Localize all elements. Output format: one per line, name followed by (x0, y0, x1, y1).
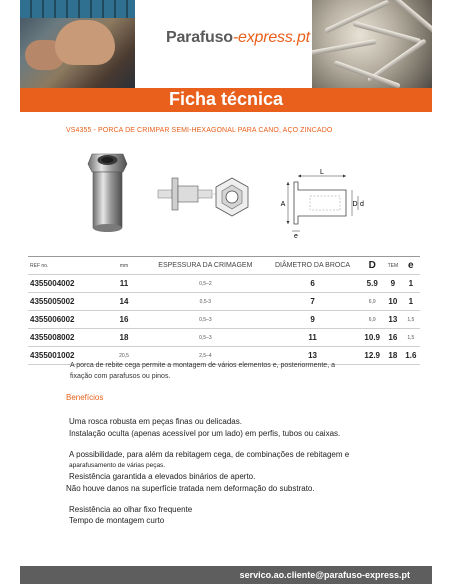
front-view-drawing (210, 175, 254, 219)
header-thickness: ESPESSURA DA CRIMAGEM (146, 257, 265, 275)
cell-tem: 18 (384, 347, 402, 365)
brand-accent: -express.pt (232, 29, 310, 46)
table-row (28, 293, 420, 311)
benefit-item: Não houve danos na superfície tratada nem deformação do substrato. (66, 484, 315, 493)
workshop-photo (20, 0, 135, 88)
cell-tem: 10 (384, 293, 402, 311)
dimension-drawing (280, 168, 365, 238)
header-mm: mm (102, 257, 146, 275)
header (0, 0, 452, 88)
cell-thickness: 0,5–2 (146, 275, 265, 293)
header-ref: REF no. (28, 257, 102, 275)
cell-drill: 7 (265, 293, 361, 311)
cell-mm: 11 (102, 275, 146, 293)
benefits-heading: Benefícios (66, 393, 104, 402)
benefit-item: Resistência ao olhar fixo frequente (69, 505, 193, 514)
cell-thickness: 2,5–4 (146, 347, 265, 365)
label-d: d (360, 201, 364, 208)
cell-e: 1 (402, 293, 420, 311)
label-L: L (320, 169, 324, 176)
cell-thickness: 0,5–3 (146, 329, 265, 347)
table-header-row (28, 257, 420, 275)
cell-mm: 18 (102, 329, 146, 347)
cell-tem: 13 (384, 311, 402, 329)
cell-D: 5.9 (360, 275, 384, 293)
cell-e: 1,5 (402, 311, 420, 329)
cell-drill: 13 (265, 347, 361, 365)
page-title: Ficha técnica (168, 89, 284, 109)
cell-D: 6,9 (360, 293, 384, 311)
benefit-item: Instalação oculta (apenas acessível por um lado) em perfis, tubos ou caixas. (69, 429, 341, 438)
cell-ref: 4355005002 (28, 293, 102, 311)
cell-drill: 6 (265, 275, 361, 293)
cell-ref: 4355004002 (28, 275, 102, 293)
cell-tem: 16 (384, 329, 402, 347)
benefit-item: A possibilidade, para além da rebitagem cega, de combinações de rebitagem e (69, 450, 350, 459)
benefit-item: Resistência garantida a elevados binários de aperto. (69, 472, 256, 481)
title-banner (20, 88, 432, 112)
cell-D: 6,9 (360, 311, 384, 329)
header-drill: DIÂMETRO DA BROCA (265, 257, 361, 275)
cell-mm: 20,5 (102, 347, 146, 365)
brand-main: Parafuso (166, 29, 233, 46)
footer-email-link[interactable]: servico.ao.cliente@parafuso-express.pt (239, 570, 410, 580)
rivet-nut-photo (80, 146, 135, 238)
table-row (28, 329, 420, 347)
cell-e: 1.6 (402, 347, 420, 365)
screws-photo (312, 0, 432, 88)
benefit-item: aparafusamento de várias peças. (69, 462, 166, 469)
header-D: D (360, 257, 384, 275)
benefit-item: Uma rosca robusta em peças finas ou delicadas. (69, 417, 242, 426)
cell-mm: 16 (102, 311, 146, 329)
cell-thickness: 0,5–3 (146, 311, 265, 329)
cell-drill: 11 (265, 329, 361, 347)
header-tem: TEM (384, 257, 402, 275)
benefit-item: Tempo de montagem curto (69, 516, 165, 525)
label-e: e (294, 233, 298, 238)
cell-mm: 14 (102, 293, 146, 311)
footer-bar (20, 566, 432, 584)
cell-drill: 9 (265, 311, 361, 329)
brand-logo[interactable] (166, 29, 310, 47)
cell-ref: 4355008002 (28, 329, 102, 347)
cell-e: 1,5 (402, 329, 420, 347)
label-D: D (352, 201, 358, 208)
product-title: VS4355 - PORCA DE CRIMPAR SEMI-HEXAGONAL PARA CANO, AÇO ZINCADO (66, 127, 333, 134)
cell-tem: 9 (384, 275, 402, 293)
spec-table (28, 256, 420, 365)
cell-e: 1 (402, 275, 420, 293)
cell-ref: 4355001002 (28, 347, 102, 365)
cell-D: 12.9 (360, 347, 384, 365)
cell-ref: 4355006002 (28, 311, 102, 329)
cell-thickness: 0,5-3 (146, 293, 265, 311)
label-A: A (280, 201, 286, 208)
header-e: e (402, 257, 420, 275)
table-row (28, 275, 420, 293)
description-line-1: A porca de rebite cega permite a montagem de vários elementos e, posteriormente, a (70, 362, 335, 369)
table-row (28, 311, 420, 329)
cell-D: 10.9 (360, 329, 384, 347)
description-line-2: fixação com parafusos ou pinos. (70, 373, 171, 380)
